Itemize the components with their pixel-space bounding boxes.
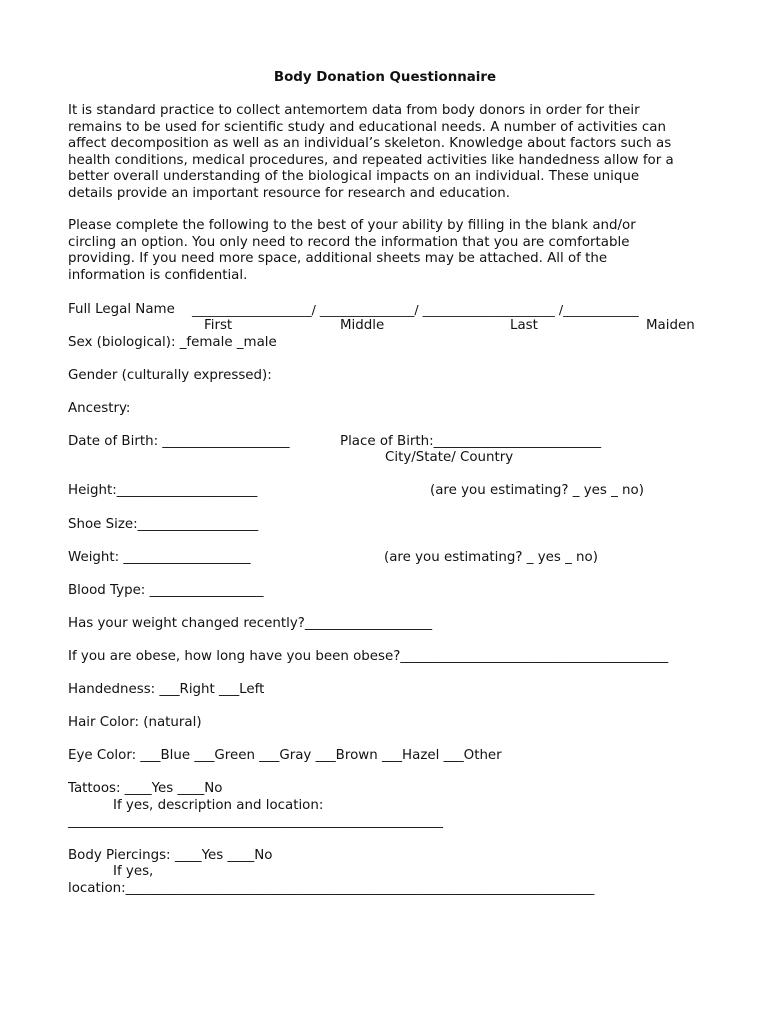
intro-line: remains to be used for scientific study and educational needs. A number of activities can (68, 119, 666, 135)
name-sublabel-last: Last (510, 318, 538, 333)
place-of-birth-sublabel: City/State/ Country (385, 450, 514, 465)
ancestry-field[interactable]: Ancestry: (68, 401, 131, 416)
eye-color-field[interactable]: Eye Color: ___Blue ___Green ___Gray ___Brown ___Hazel ___Other (68, 748, 502, 763)
name-sublabel-maiden: Maiden (646, 318, 695, 333)
name-sublabel-middle: Middle (340, 318, 385, 333)
place-of-birth-field[interactable]: Place of Birth:_________________________ (340, 434, 602, 449)
height-estimating-option[interactable]: (are you estimating? _ yes _ no) (430, 483, 644, 498)
piercings-if-yes-label: If yes, (113, 864, 154, 879)
intro-line: health conditions, medical procedures, and repeated activities like handedness allow for a (68, 152, 674, 168)
tattoos-description-blank[interactable]: ________________________________________________________ (68, 814, 443, 829)
sex-field[interactable]: Sex (biological): _female _male (68, 335, 277, 350)
intro-line: details provide an important resource for research and education. (68, 185, 510, 201)
height-field[interactable]: Height:_____________________ (68, 483, 258, 498)
weight-estimating-option[interactable]: (are you estimating? _ yes _ no) (384, 550, 598, 565)
date-of-birth-field[interactable]: Date of Birth: ___________________ (68, 434, 290, 449)
shoe-size-field[interactable]: Shoe Size:__________________ (68, 517, 259, 532)
intro-line: It is standard practice to collect antemortem data from body donors in order for their (68, 103, 640, 118)
name-sublabel-first: First (204, 318, 233, 333)
intro-paragraph (68, 103, 708, 203)
instructions-line: information is confidential. (68, 267, 248, 283)
instructions-line: providing. If you need more space, additional sheets may be attached. All of the (68, 251, 608, 267)
gender-field[interactable]: Gender (culturally expressed): (68, 368, 272, 383)
instructions-line: circling an option. You only need to record the information that you are comfortable (68, 234, 630, 250)
weight-field[interactable]: Weight: ___________________ (68, 550, 251, 565)
piercings-location-field[interactable]: location:______________________________________________________________________ (68, 881, 595, 896)
full-name-blanks[interactable]: ___________________/ _______________/ _____________________ /____________ (192, 302, 639, 317)
instructions-line: Please complete the following to the best of your ability by filling in the blank and/or (68, 218, 636, 233)
full-name-label: Full Legal Name (68, 302, 175, 317)
intro-line: better overall understanding of the biological impacts on an individual. These unique (68, 169, 640, 185)
hair-color-field[interactable]: Hair Color: (natural) (68, 715, 202, 730)
tattoos-description-label: If yes, description and location: (113, 798, 324, 813)
intro-line: affect decomposition as well as an individual’s skeleton. Knowledge about factors such as (68, 136, 672, 152)
tattoos-field[interactable]: Tattoos: ____Yes ____No (68, 781, 223, 796)
document-title: Body Donation Questionnaire (273, 70, 497, 85)
weight-changed-field[interactable]: Has your weight changed recently?___________________ (68, 616, 433, 631)
piercings-field[interactable]: Body Piercings: ____Yes ____No (68, 848, 273, 863)
handedness-field[interactable]: Handedness: ___Right ___Left (68, 682, 265, 697)
blood-type-field[interactable]: Blood Type: _________________ (68, 583, 264, 598)
obese-duration-field[interactable]: If you are obese, how long have you been obese?________________________________________ (68, 649, 669, 664)
instructions-paragraph (68, 218, 708, 284)
